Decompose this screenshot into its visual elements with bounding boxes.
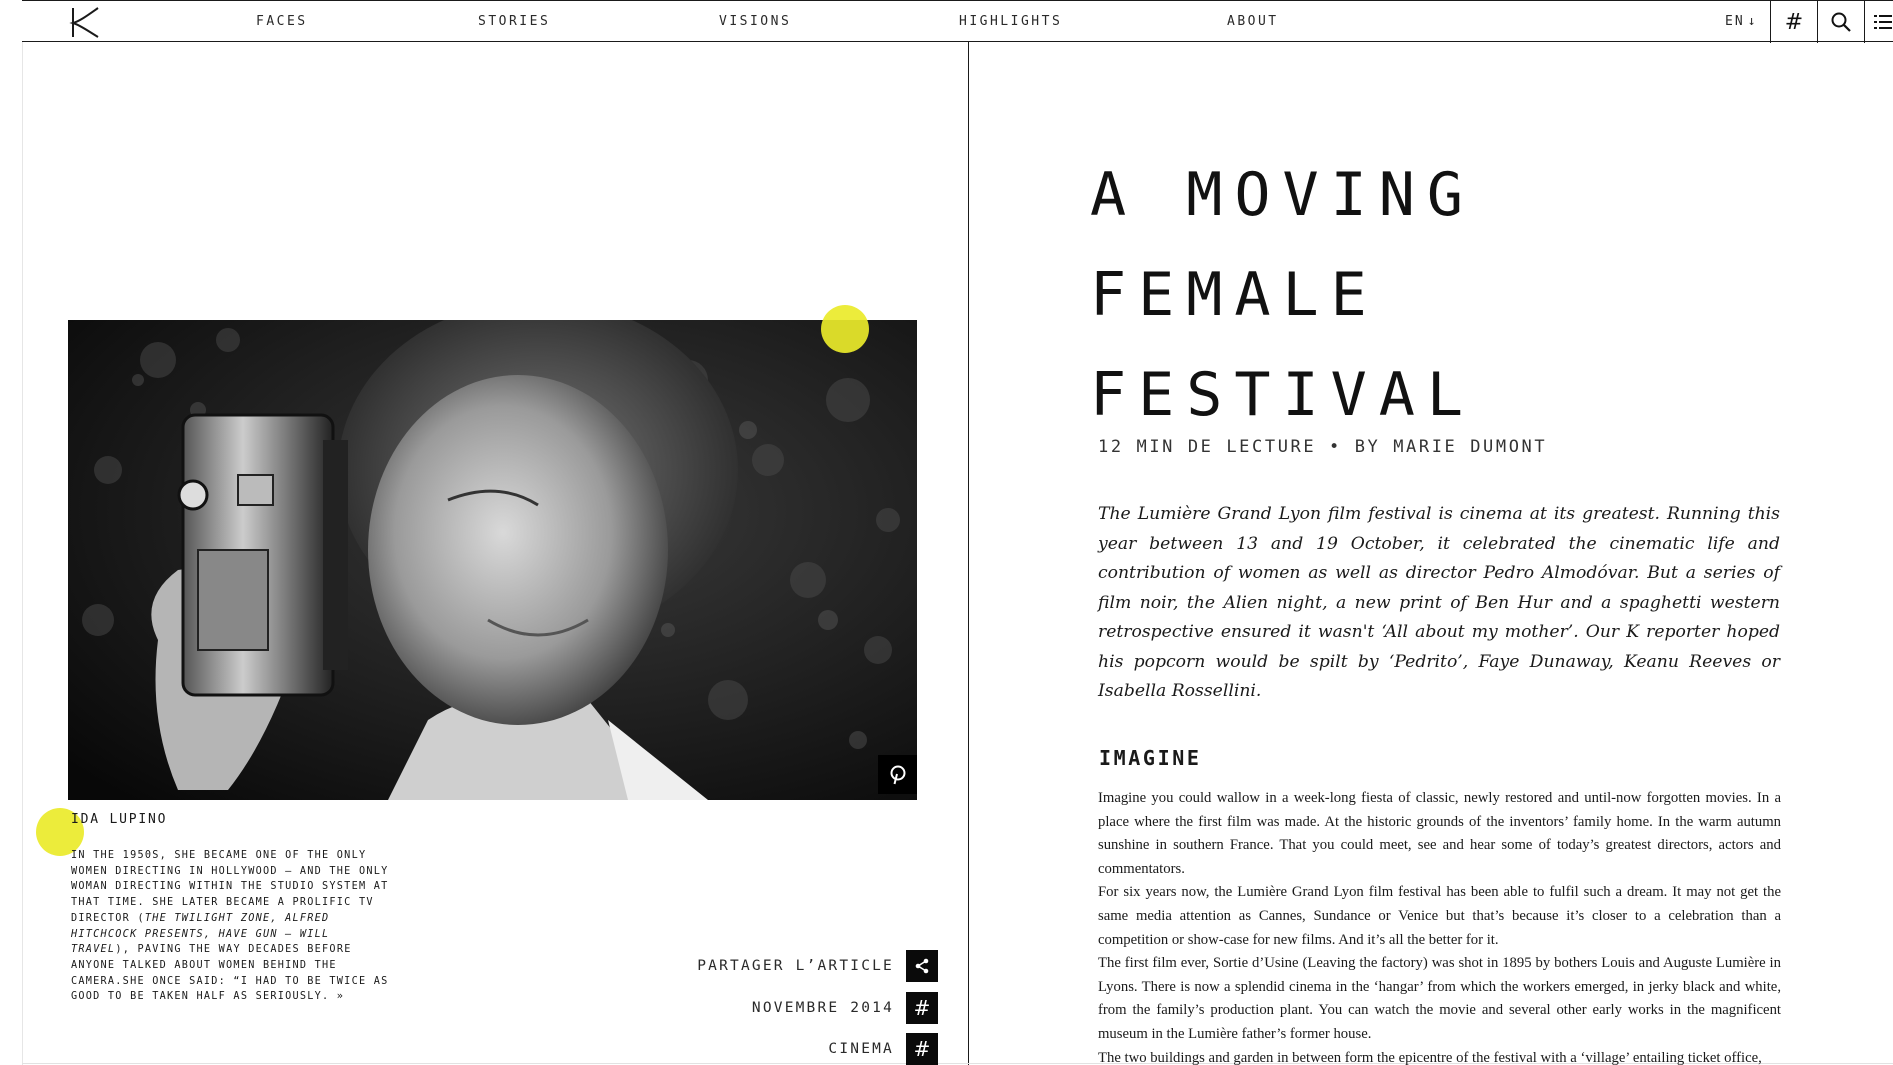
menu-button[interactable]: [1864, 1, 1893, 43]
nav-highlights[interactable]: HIGHLIGHTS: [959, 14, 1063, 29]
article-title: [1090, 145, 1790, 445]
pinterest-icon: [888, 765, 908, 785]
category-tag-button[interactable]: [906, 1033, 938, 1065]
column-divider: [968, 42, 969, 1065]
language-selector[interactable]: [1725, 14, 1757, 29]
arrow-down-icon: ↓: [1747, 14, 1758, 29]
share-button[interactable]: [906, 950, 938, 982]
nav-about[interactable]: ABOUT: [1227, 14, 1279, 29]
woman-with-camera-image: [68, 320, 917, 800]
article-body: [1098, 787, 1781, 1065]
share-row: [697, 950, 938, 982]
date-label[interactable]: NOVEMBRE 2014: [751, 1000, 894, 1016]
caption-text-part: ), PAVING THE WAY DECADES BEFORE ANYONE TALKED ABOUT WOMEN BEHIND THE CAMERA.SHE ONCE SAID: “I HAD TO BE TWICE AS GOOD TO BE TAKEN HALF AS SERIOUSLY. »: [71, 944, 389, 1003]
body-paragraph: The two buildings and garden in between form the epicentre of the festival with a ‘village’ entailing ticket office,: [1098, 1049, 1762, 1065]
photo-caption-name: IDA LUPINO: [71, 812, 168, 827]
language-label: EN: [1725, 14, 1745, 29]
nav-visions[interactable]: VISIONS: [719, 14, 792, 29]
article-byline: 12 MIN DE LECTURE • BY MARIE DUMONT: [1098, 437, 1548, 457]
date-tag-button[interactable]: [906, 992, 938, 1024]
title-line: FEMALE: [1090, 260, 1379, 330]
search-icon: [1830, 11, 1852, 33]
k-logo[interactable]: [66, 5, 106, 39]
top-navigation: [22, 0, 1893, 42]
share-icon: [914, 958, 930, 974]
highlight-dot: [821, 305, 869, 353]
nav-faces[interactable]: FACES: [256, 14, 308, 29]
date-row: [752, 992, 938, 1024]
hashtag-button[interactable]: [1770, 1, 1817, 43]
body-paragraph: The first film ever, Sortie d’Usine (Leaving the factory) was shot in 1895 by bothers Louis and Auguste Lumière in Lyons. There is now a splendid cinema in the ‘hangar’ from which the workers emerged, in jerky black and white, from the family’s production plant. You can watch the movie and several other early works in the magnificent museum in the Lumière father’s former house.: [1098, 955, 1781, 1042]
category-row: [828, 1033, 938, 1065]
article-photo: [68, 320, 917, 800]
caption-text-part: IN THE 1950S, SHE BECAME ONE OF THE ONLY WOMEN DIRECTING IN HOLLYWOOD — AND THE ONLY WOMAN DIRECTING WITHIN THE STUDIO SYSTEM AT THAT TIME. SHE LATER BECAME A PROLIFIC TV DIRECTOR (: [71, 850, 389, 924]
photo-caption-text: [71, 848, 391, 1005]
body-paragraph: Imagine you could wallow in a week-long fiesta of classic, newly restored and until-now forgotten movies. In a place where the first film was made. At the historic grounds of the inventors’ family home. In the warm autumn sunshine in southern France. That you could meet, see and hear some of today’s greatest directors, actors and commentators.: [1098, 790, 1781, 877]
search-button[interactable]: [1817, 1, 1864, 43]
nav-stories[interactable]: STORIES: [478, 14, 551, 29]
body-paragraph: For six years now, the Lumière Grand Lyon film festival has been able to fulfil such a dream. It may not get the same media attention as Cannes, Sundance or Venice but that’s because it’s closer to a celebration than a competition or show-case for new films. And it’s all the better for it.: [1098, 884, 1781, 948]
share-label: PARTAGER L’ARTICLE: [697, 958, 894, 974]
category-label[interactable]: CINEMA: [828, 1041, 894, 1057]
hashtag-icon: #: [1784, 9, 1804, 35]
section-heading: IMAGINE: [1099, 746, 1202, 770]
article-lead: The Lumière Grand Lyon film festival is cinema at its greatest. Running this year between 13 and 19 October, it celebrated the cinematic life and contribution of women as well as director Pedro Almodóvar. But a series of film noir, the Alien night, a new print of Ben Hur and a spaghetti western retrospective ensured it wasn't ‘All about my mother’. Our K reporter hoped his popcorn would be spilt by ‘Pedrito’, Faye Dunaway, Keanu Reeves or Isabella Rossellini.: [1098, 504, 1780, 701]
caption-tv-shows: THE TWILIGHT ZONE, ALFRED HITCHCOCK PRESENTS, HAVE GUN – WILL TRAVEL: [71, 912, 330, 956]
title-line: FESTIVAL: [1090, 360, 1475, 430]
hashtag-icon: #: [913, 1037, 931, 1061]
page-left-edge: [22, 42, 23, 1065]
hashtag-icon: #: [913, 996, 931, 1020]
pinterest-button[interactable]: [878, 755, 917, 794]
title-line: A MOVING: [1090, 160, 1475, 230]
list-menu-icon: [1874, 13, 1892, 31]
